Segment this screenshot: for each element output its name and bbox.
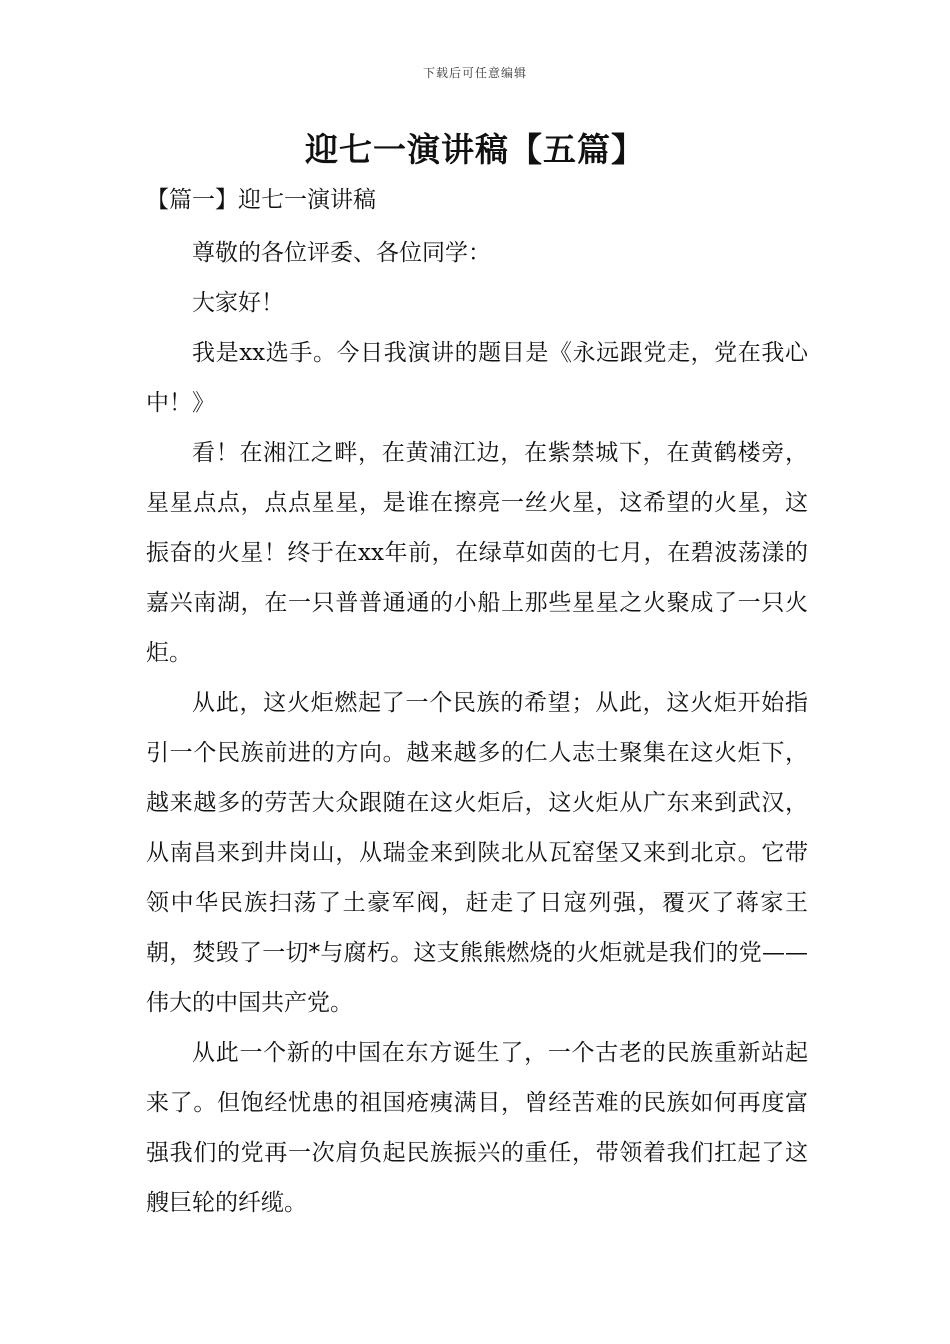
paragraph-salutation: 尊敬的各位评委、各位同学： [192, 240, 491, 266]
paragraph-intro: 我是xx选手。今日我演讲的题目是《永远跟党走，党在我心中！》 [146, 340, 808, 416]
paragraph-body-1: 看！在湘江之畔，在黄浦江边，在紫禁城下，在黄鹤楼旁，星星点点，点点星星，是谁在擦亮一丝火星，这希望的火星，这振奋的火星！终于在xx年前，在绿草如茵的七月，在碧波荡漾的嘉兴南湖，在一只普普通通的小船上那些星星之火聚成了一只火炬。 [146, 440, 808, 666]
document-title: 迎七一演讲稿【五篇】 [305, 130, 645, 169]
paragraph-body-2: 从此，这火炬燃起了一个民族的希望；从此，这火炬开始指引一个民族前进的方向。越来越多的仁人志士聚集在这火炬下，越来越多的劳苦大众跟随在这火炬后，这火炬从广东来到武汉，从南昌来到井岗山，从瑞金来到陕北从瓦窑堡又来到北京。它带领中华民族扫荡了土豪军阀，赶走了日寇列强，覆灭了蒋家王朝，焚毁了一切*与腐朽。这支熊熊燃烧的火炬就是我们的党——伟大的中国共产党。 [146, 690, 808, 1016]
paragraph-greeting: 大家好！ [192, 290, 284, 316]
header-note: 下载后可任意编辑 [422, 66, 527, 80]
paragraph-body-3: 从此一个新的中国在东方诞生了，一个古老的民族重新站起来了。但饱经忧患的祖国疮痍满目，曾经苦难的民族如何再度富强我们的党再一次肩负起民族振兴的重任，带领着我们扛起了这艘巨轮的纤缆。 [146, 1040, 808, 1216]
section-heading: 【篇一】迎七一演讲稿 [146, 187, 376, 213]
document-body [146, 178, 808, 1228]
